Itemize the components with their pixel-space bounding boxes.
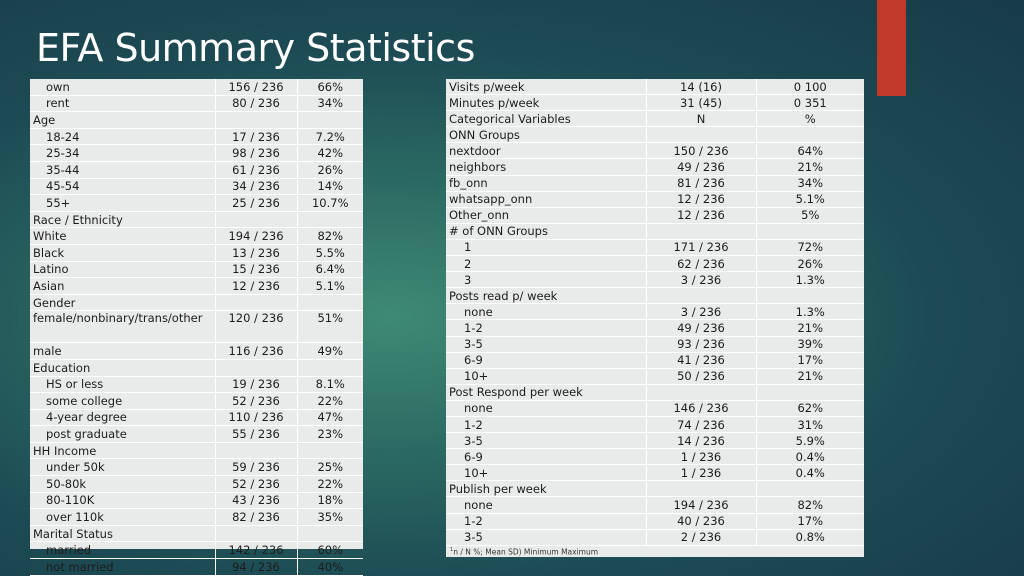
row-label: 6-9 [446, 449, 646, 465]
table-row [446, 175, 864, 191]
row-count: 12 / 236 [215, 278, 297, 295]
row-percent: 1.3% [756, 272, 864, 288]
row-count: 110 / 236 [215, 409, 297, 426]
footnote-text: n / N %; Mean SD) Minimum Maximum [453, 547, 599, 557]
row-count: 49 / 236 [646, 159, 756, 175]
row-percent: 5.1% [756, 191, 864, 207]
accent-bar [877, 0, 906, 96]
row-count: 1 / 236 [646, 465, 756, 481]
row-label: post graduate [30, 426, 215, 443]
table-row [446, 288, 864, 304]
table-row [446, 223, 864, 239]
row-count: 52 / 236 [215, 393, 297, 410]
row-percent: 35% [297, 509, 363, 526]
demographics-table-panel [30, 79, 363, 574]
row-count [646, 384, 756, 400]
table-row [30, 376, 363, 393]
table-row [30, 95, 363, 112]
table-row [30, 294, 363, 311]
row-label: own [30, 79, 215, 95]
row-percent: 21% [756, 368, 864, 384]
row-count: 62 / 236 [646, 256, 756, 272]
row-percent: 51% [297, 311, 363, 343]
table-row [30, 79, 363, 95]
table-row [30, 426, 363, 443]
row-percent: 34% [297, 95, 363, 112]
row-percent: 60% [297, 542, 363, 559]
row-percent [297, 112, 363, 129]
row-label: Publish per week [446, 481, 646, 497]
table-row [30, 409, 363, 426]
row-count: 12 / 236 [646, 207, 756, 223]
table-row [30, 145, 363, 162]
row-count: 98 / 236 [215, 145, 297, 162]
table-row [30, 244, 363, 261]
row-percent: 17% [756, 352, 864, 368]
table-row [30, 178, 363, 195]
row-percent: 25% [297, 459, 363, 476]
row-count: 82 / 236 [215, 509, 297, 526]
row-label: 3 [446, 272, 646, 288]
table-row [446, 207, 864, 223]
table-row [446, 481, 864, 497]
row-count [646, 481, 756, 497]
row-count: 49 / 236 [646, 320, 756, 336]
row-label: whatsapp_onn [446, 191, 646, 207]
row-label: none [446, 400, 646, 416]
table-row [446, 384, 864, 400]
table-row [446, 320, 864, 336]
table-row [30, 195, 363, 212]
row-percent: 0.8% [756, 529, 864, 545]
row-count: 34 / 236 [215, 178, 297, 195]
row-count: 55 / 236 [215, 426, 297, 443]
row-label: Latino [30, 261, 215, 278]
row-label: Posts read p/ week [446, 288, 646, 304]
row-percent [297, 442, 363, 459]
row-count: 19 / 236 [215, 376, 297, 393]
row-percent [756, 127, 864, 143]
row-label: Age [30, 112, 215, 129]
table-row [446, 529, 864, 545]
row-count: 31 (45) [646, 95, 756, 111]
row-label: HS or less [30, 376, 215, 393]
row-count: 41 / 236 [646, 352, 756, 368]
row-count: 50 / 236 [646, 368, 756, 384]
row-label: 80-110K [30, 492, 215, 509]
row-count: 3 / 236 [646, 272, 756, 288]
table-row [446, 368, 864, 384]
row-label: 55+ [30, 195, 215, 212]
row-percent: 26% [297, 161, 363, 178]
row-label: 3-5 [446, 433, 646, 449]
row-count: 1 / 236 [646, 449, 756, 465]
row-label: over 110k [30, 509, 215, 526]
row-label: White [30, 228, 215, 245]
row-percent: 66% [297, 79, 363, 95]
row-count: 146 / 236 [646, 400, 756, 416]
row-label: male [30, 343, 215, 360]
table-row [30, 278, 363, 295]
row-percent: 0.4% [756, 465, 864, 481]
table-row [30, 128, 363, 145]
table-row [30, 476, 363, 493]
table-row [446, 416, 864, 432]
table-row [30, 311, 363, 343]
row-percent: 23% [297, 426, 363, 443]
table-row [446, 143, 864, 159]
row-label: 1 [446, 239, 646, 255]
row-count [215, 442, 297, 459]
row-count [646, 127, 756, 143]
table-row [30, 542, 363, 559]
table-row [30, 228, 363, 245]
row-count [646, 288, 756, 304]
row-label: HH Income [30, 442, 215, 459]
row-percent: 62% [756, 400, 864, 416]
row-count: 156 / 236 [215, 79, 297, 95]
table-row [446, 465, 864, 481]
row-percent: 0 100 [756, 79, 864, 95]
table-row [446, 127, 864, 143]
table-row [446, 159, 864, 175]
row-percent: % [756, 111, 864, 127]
row-count: 43 / 236 [215, 492, 297, 509]
table-row [446, 336, 864, 352]
row-label: nextdoor [446, 143, 646, 159]
row-count [646, 223, 756, 239]
row-percent [756, 384, 864, 400]
row-count: 14 / 236 [646, 433, 756, 449]
row-count: 15 / 236 [215, 261, 297, 278]
row-percent: 5% [756, 207, 864, 223]
row-label: fb_onn [446, 175, 646, 191]
table-row [446, 433, 864, 449]
table-row [446, 497, 864, 513]
row-label: 2 [446, 256, 646, 272]
row-label: 18-24 [30, 128, 215, 145]
row-count: 14 (16) [646, 79, 756, 95]
row-label: Black [30, 244, 215, 261]
table-row [30, 459, 363, 476]
table-row [30, 343, 363, 360]
table-row [30, 559, 363, 576]
row-count: 194 / 236 [215, 228, 297, 245]
row-percent: 39% [756, 336, 864, 352]
row-label: 4-year degree [30, 409, 215, 426]
row-count: 2 / 236 [646, 529, 756, 545]
row-percent: 34% [756, 175, 864, 191]
table-row [446, 239, 864, 255]
row-count: 194 / 236 [646, 497, 756, 513]
row-percent [756, 288, 864, 304]
row-label: Marital Status [30, 525, 215, 542]
row-percent: 31% [756, 416, 864, 432]
row-label: 1-2 [446, 416, 646, 432]
row-label: ONN Groups [446, 127, 646, 143]
row-label: 10+ [446, 465, 646, 481]
table-row [30, 509, 363, 526]
row-label: Post Respond per week [446, 384, 646, 400]
onn-usage-table-panel [446, 79, 864, 557]
row-label: none [446, 497, 646, 513]
table-row [30, 359, 363, 376]
row-percent [297, 294, 363, 311]
table-row [446, 352, 864, 368]
row-label: Asian [30, 278, 215, 295]
row-percent [756, 481, 864, 497]
row-percent: 82% [297, 228, 363, 245]
row-count [215, 211, 297, 228]
table-row [446, 256, 864, 272]
row-count: 142 / 236 [215, 542, 297, 559]
row-count: 120 / 236 [215, 311, 297, 343]
row-label: Other_onn [446, 207, 646, 223]
row-percent: 40% [297, 559, 363, 576]
row-percent: 42% [297, 145, 363, 162]
row-count: 59 / 236 [215, 459, 297, 476]
table-row [30, 393, 363, 410]
table-row [30, 525, 363, 542]
row-percent: 10.7% [297, 195, 363, 212]
row-percent: 21% [756, 159, 864, 175]
row-label: # of ONN Groups [446, 223, 646, 239]
row-count: 61 / 236 [215, 161, 297, 178]
footnote-marker: 1 [450, 546, 454, 553]
table-row [446, 79, 864, 95]
table-row [30, 442, 363, 459]
row-label: neighbors [446, 159, 646, 175]
row-percent: 26% [756, 256, 864, 272]
row-count: 17 / 236 [215, 128, 297, 145]
table-row [446, 95, 864, 111]
row-percent: 1.3% [756, 304, 864, 320]
row-label: Visits p/week [446, 79, 646, 95]
row-count: 80 / 236 [215, 95, 297, 112]
row-label: Categorical Variables [446, 111, 646, 127]
row-percent: 22% [297, 393, 363, 410]
row-percent: 0 351 [756, 95, 864, 111]
row-label: 6-9 [446, 352, 646, 368]
row-label: Minutes p/week [446, 95, 646, 111]
row-label: 10+ [446, 368, 646, 384]
row-percent: 5.9% [756, 433, 864, 449]
onn-usage-table [446, 79, 864, 546]
row-label: rent [30, 95, 215, 112]
row-percent [297, 359, 363, 376]
row-percent: 49% [297, 343, 363, 360]
row-percent: 72% [756, 239, 864, 255]
row-label: 25-34 [30, 145, 215, 162]
row-percent [297, 525, 363, 542]
row-percent: 17% [756, 513, 864, 529]
row-percent: 6.4% [297, 261, 363, 278]
table-row [30, 211, 363, 228]
row-label: 1-2 [446, 513, 646, 529]
page-title: EFA Summary Statistics [36, 26, 475, 70]
table-row [446, 191, 864, 207]
table-row [446, 304, 864, 320]
row-percent: 5.5% [297, 244, 363, 261]
row-count: 74 / 236 [646, 416, 756, 432]
table-row [446, 272, 864, 288]
row-label: 35-44 [30, 161, 215, 178]
row-label: 3-5 [446, 529, 646, 545]
row-label: some college [30, 393, 215, 410]
row-count: 52 / 236 [215, 476, 297, 493]
row-label: 1-2 [446, 320, 646, 336]
row-percent: 21% [756, 320, 864, 336]
row-count: 171 / 236 [646, 239, 756, 255]
row-label: 45-54 [30, 178, 215, 195]
row-label: married [30, 542, 215, 559]
row-label: 3-5 [446, 336, 646, 352]
row-label: 50-80k [30, 476, 215, 493]
row-count [215, 359, 297, 376]
row-label: Gender [30, 294, 215, 311]
row-count [215, 112, 297, 129]
row-label: under 50k [30, 459, 215, 476]
row-count: 81 / 236 [646, 175, 756, 191]
row-percent: 8.1% [297, 376, 363, 393]
row-count: 94 / 236 [215, 559, 297, 576]
row-percent: 64% [756, 143, 864, 159]
row-count: 25 / 236 [215, 195, 297, 212]
table-row [446, 513, 864, 529]
table-row [30, 492, 363, 509]
row-percent: 0.4% [756, 449, 864, 465]
row-percent: 14% [297, 178, 363, 195]
row-label: Race / Ethnicity [30, 211, 215, 228]
row-count: 150 / 236 [646, 143, 756, 159]
row-label: Education [30, 359, 215, 376]
table-row [446, 400, 864, 416]
table-row [30, 161, 363, 178]
row-count: 93 / 236 [646, 336, 756, 352]
row-count [215, 525, 297, 542]
table-row [446, 449, 864, 465]
row-label: none [446, 304, 646, 320]
row-label: not married [30, 559, 215, 576]
table-row [30, 261, 363, 278]
row-percent: 82% [756, 497, 864, 513]
table-row [446, 111, 864, 127]
row-percent [756, 223, 864, 239]
table-row [30, 112, 363, 129]
row-count: 116 / 236 [215, 343, 297, 360]
demographics-table [30, 79, 363, 576]
row-percent: 47% [297, 409, 363, 426]
row-count: 12 / 236 [646, 191, 756, 207]
row-count: N [646, 111, 756, 127]
row-percent [297, 211, 363, 228]
table-footnote [446, 546, 864, 558]
row-label: female/nonbinary/trans/other [30, 311, 215, 343]
row-count [215, 294, 297, 311]
row-count: 40 / 236 [646, 513, 756, 529]
row-count: 13 / 236 [215, 244, 297, 261]
row-percent: 22% [297, 476, 363, 493]
row-percent: 5.1% [297, 278, 363, 295]
row-percent: 18% [297, 492, 363, 509]
row-count: 3 / 236 [646, 304, 756, 320]
row-percent: 7.2% [297, 128, 363, 145]
